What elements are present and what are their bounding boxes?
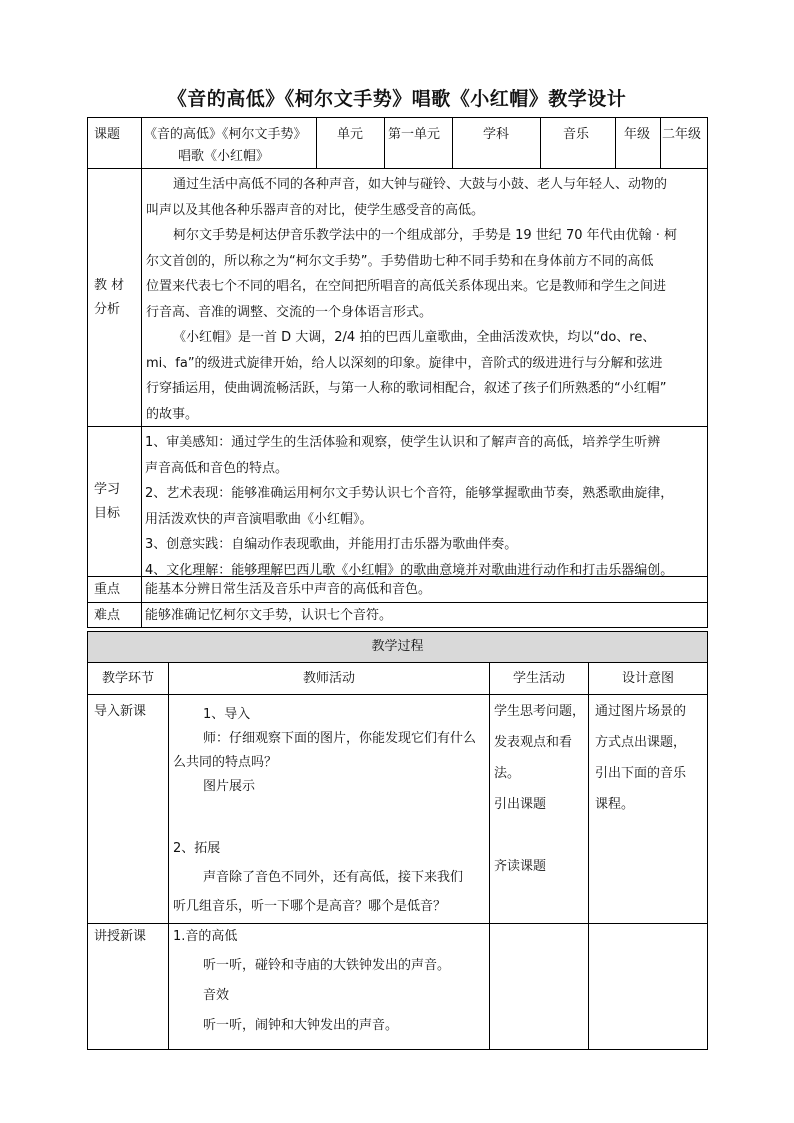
stage-cell xyxy=(88,924,169,1050)
student-line: 学生思考问题， xyxy=(494,704,586,719)
subject-value: 音乐 xyxy=(563,127,590,142)
goal-text-line: 用活泼欢快的声音演唱歌曲《小红帽》。 xyxy=(145,511,373,527)
teacher-line: 1.音的高低 xyxy=(173,929,238,944)
goals-label-cell xyxy=(88,427,142,577)
intent-cell xyxy=(589,924,708,1050)
grade-label: 年级 xyxy=(624,127,651,142)
student-line: 齐读课题 xyxy=(494,859,547,874)
grade-label-cell xyxy=(616,118,661,169)
key-point-label-cell xyxy=(88,577,142,603)
goals-label-line-2: 目标 xyxy=(94,506,121,521)
key-point-content-cell xyxy=(142,577,708,603)
subject-label-cell xyxy=(453,118,541,169)
difficulty-label: 难点 xyxy=(94,608,121,623)
subject-label: 学科 xyxy=(483,127,510,142)
material-text-line: mi、fa”的级进式旋律开始，给人以深刻的印象。旋律中，音阶式的级进进行与分解和弦进 xyxy=(146,355,663,371)
topic-line-2: 唱歌《小红帽》 xyxy=(178,149,270,164)
goals-content-cell xyxy=(142,427,708,577)
student-line: 引出课题 xyxy=(494,797,547,812)
topic-line-1: 《音的高低》《柯尔文手势》 xyxy=(144,127,307,142)
col-intent-header: 设计意图 xyxy=(589,663,708,695)
teacher-cell xyxy=(169,695,490,924)
process-header: 教学过程 xyxy=(88,632,708,663)
teacher-line: 听几组音乐，听一下哪个是高音？哪个是低音？ xyxy=(173,899,447,914)
material-text-line: 尔文首创的，所以称之为“柯尔文手势”。手势借助七种不同手势和在身体前方不同的高低 xyxy=(146,253,654,269)
key-point-label: 重点 xyxy=(94,582,121,597)
teacher-line: 声音除了音色不同外，还有高低，接下来我们 xyxy=(203,870,464,885)
teacher-line: 么共同的特点吗？ xyxy=(173,755,278,770)
goal-text-line: 2、艺术表现：能够准确运用柯尔文手势认识七个音符，能够掌握歌曲节奏，熟悉歌曲旋律， xyxy=(145,486,674,501)
material-text-line: 柯尔文手势是柯达伊音乐教学法中的一个组成部分，手势是 19 世纪 70 年代由优翰 · 柯 xyxy=(173,228,678,243)
stage-new-lesson: 讲授新课 xyxy=(94,929,147,944)
unit-label-cell xyxy=(317,118,385,169)
goal-text-line: 3、创意实践：自编动作表现歌曲，并能用打击乐器为歌曲伴奏。 xyxy=(145,537,518,552)
difficulty-text: 能够准确记忆柯尔文手势，认识七个音符。 xyxy=(145,608,393,623)
course-info-table xyxy=(87,117,708,628)
student-cell xyxy=(490,924,589,1050)
goals-label-line-1: 学习 xyxy=(94,482,121,497)
teacher-line: 音效 xyxy=(203,988,230,1003)
material-label-line-2: 分析 xyxy=(94,302,121,317)
topic-label: 课题 xyxy=(94,127,121,142)
intent-line: 通过图片场景的 xyxy=(595,704,687,719)
teacher-line: 听一听，碰铃和寺庙的大铁钟发出的声音。 xyxy=(203,958,451,973)
material-text-line: 的故事。 xyxy=(146,406,199,422)
intent-line: 引出下面的音乐 xyxy=(595,766,687,781)
material-label-line-1: 教 材 xyxy=(94,278,125,293)
topic-cell xyxy=(142,118,317,169)
material-content-cell xyxy=(142,169,708,427)
material-label-cell xyxy=(88,169,142,427)
material-text-line: 位置来代表七个不同的唱名，在空间把所唱音的高低关系体现出来。它是教师和学生之间进 xyxy=(146,279,667,294)
subject-value-cell xyxy=(541,118,616,169)
goal-text-line: 1、审美感知：通过学生的生活体验和观察，使学生认识和了解声音的高低，培养学生听辨 xyxy=(145,435,661,450)
unit-value: 第一单元 xyxy=(388,127,441,142)
intent-line: 方式点出课题， xyxy=(595,735,687,750)
col-stage-header: 教学环节 xyxy=(88,663,169,695)
material-text-line: 行穿插运用，使曲调流畅活跃，与第一人称的歌词相配合，叙述了孩子们所熟悉的“小红帽” xyxy=(146,381,667,396)
student-cell xyxy=(490,695,589,924)
table-row xyxy=(88,924,708,1050)
grade-value-cell xyxy=(661,118,708,169)
teacher-line: 2、拓展 xyxy=(173,841,221,856)
teaching-process-table xyxy=(87,631,708,1050)
topic-label-cell xyxy=(88,118,142,169)
material-text-line: 行音高、音准的调整、交流的一个身体语言形式。 xyxy=(146,304,433,320)
document-title: 《音的高低》《柯尔文手势》唱歌《小红帽》教学设计 xyxy=(167,88,627,110)
unit-label: 单元 xyxy=(337,127,364,142)
material-text-line: 叫声以及其他各种乐器声音的对比，使学生感受音的高低。 xyxy=(146,202,485,218)
key-point-text: 能基本分辨日常生活及音乐中声音的高低和音色。 xyxy=(145,582,432,597)
intent-line: 课程。 xyxy=(595,797,635,812)
unit-value-cell xyxy=(385,118,453,169)
stage-intro: 导入新课 xyxy=(94,704,147,719)
student-line: 法。 xyxy=(494,766,521,781)
difficulty-label-cell xyxy=(88,603,142,628)
difficulty-content-cell xyxy=(142,603,708,628)
goal-text-line: 声音高低和音色的特点。 xyxy=(145,460,289,476)
teacher-line: 1、导入 xyxy=(203,707,251,722)
teacher-line: 听一听，闹钟和大钟发出的声音。 xyxy=(203,1018,399,1033)
material-text-line: 通过生活中高低不同的各种声音，如大钟与碰铃、大鼓与小鼓、老人与年轻人、动物的 xyxy=(173,177,668,192)
student-line: 发表观点和看 xyxy=(494,735,573,750)
teacher-line: 师：仔细观察下面的图片，你能发现它们有什么 xyxy=(203,731,477,746)
grade-value: 二年级 xyxy=(662,127,702,142)
col-teacher-header: 教师活动 xyxy=(169,663,490,695)
stage-cell xyxy=(88,695,169,924)
teacher-cell xyxy=(169,924,490,1050)
teacher-line: 图片展示 xyxy=(203,779,256,794)
material-text-line: 《小红帽》是一首 D 大调，2/4 拍的巴西儿童歌曲，全曲活泼欢快，均以“do、re、 xyxy=(173,330,656,345)
intent-cell xyxy=(589,695,708,924)
table-row xyxy=(88,695,708,924)
col-student-header: 学生活动 xyxy=(490,663,589,695)
goal-text-line: 4、文化理解：能够理解巴西儿歌《小红帽》的歌曲意境并对歌曲进行动作和打击乐器编创。 xyxy=(145,562,674,578)
